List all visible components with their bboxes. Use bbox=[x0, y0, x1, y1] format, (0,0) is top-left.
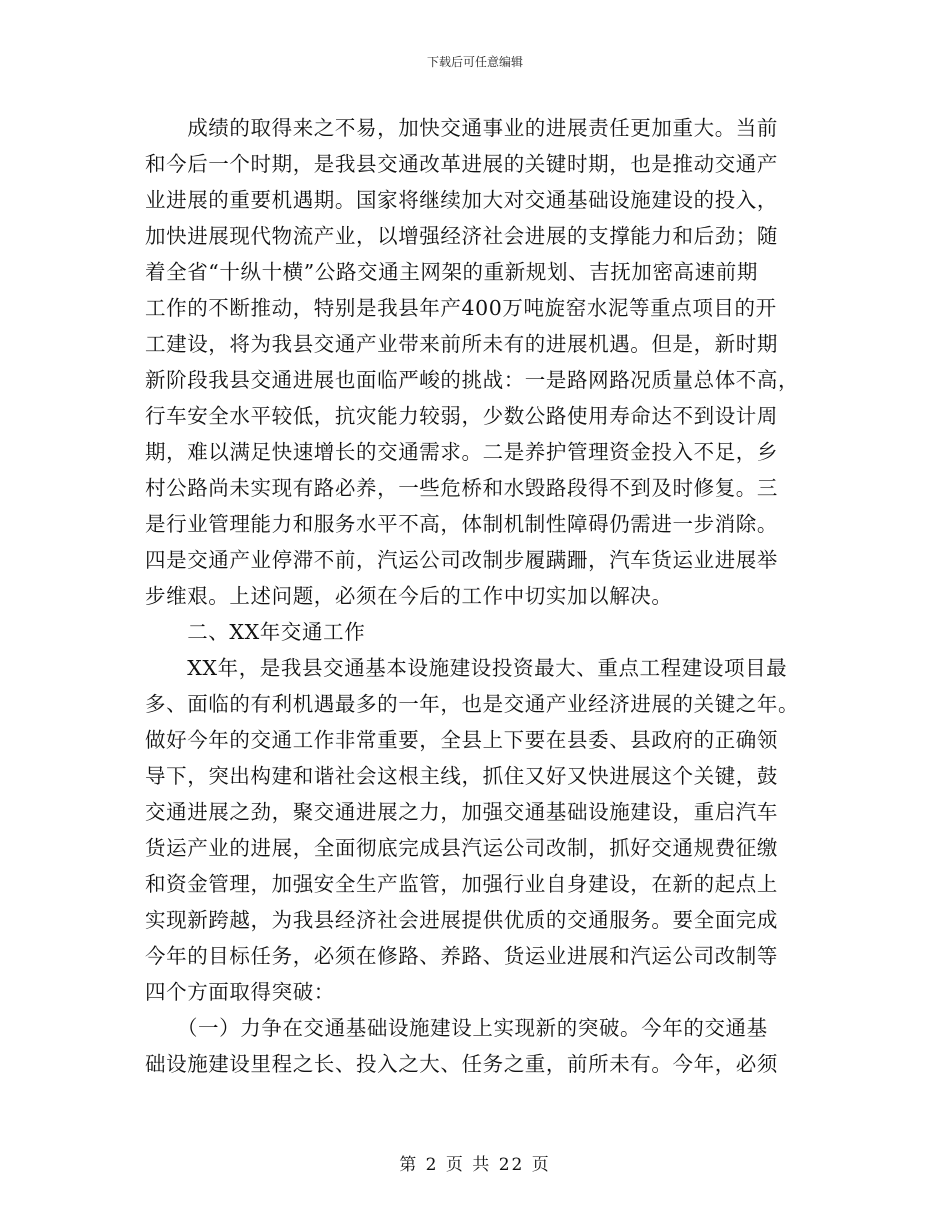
text-line: 步维艰。上述问题，必须在今后的工作中切实加以解决。 bbox=[145, 584, 673, 608]
text-line: 村公路尚未实现有路必养，一些危桥和水毁路段得不到及时修复。三 bbox=[145, 476, 778, 500]
text-line: 做好今年的交通工作非常重要，全县上下要在县委、县政府的正确领 bbox=[145, 728, 778, 752]
text-line: 是行业管理能力和服务水平不高，体制机制性障碍仍需进一步消除。 bbox=[145, 512, 778, 536]
text-line: 多、面临的有利机遇最多的一年，也是交通产业经济进展的关键之年。 bbox=[145, 692, 800, 716]
text-line: 四是交通产业停滞不前，汽运公司改制步履蹒跚，汽车货运业进展举 bbox=[145, 548, 778, 572]
text-line: 着全省“十纵十横”公路交通主网架的重新规划、吉抚加密高速前期 bbox=[145, 260, 758, 284]
text-line: 业进展的重要机遇期。国家将继续加大对交通基础设施建设的投入， bbox=[145, 188, 778, 212]
text-line: （一）力争在交通基础设施建设上实现新的突破。今年的交通基 bbox=[145, 1016, 768, 1040]
section-heading: 二、XX年交通工作 bbox=[145, 620, 366, 644]
text-line: 工建设，将为我县交通产业带来前所未有的进展机遇。但是，新时期 bbox=[145, 332, 778, 356]
text-line: 货运产业的进展，全面彻底完成县汽运公司改制，抓好交通规费征缴 bbox=[145, 836, 778, 860]
text-line: 成绩的取得来之不易，加快交通事业的进展责任更加重大。当前 bbox=[145, 116, 778, 140]
text-line: 新阶段我县交通进展也面临严峻的挑战：一是路网路况质量总体不高， bbox=[145, 368, 800, 392]
text-line: 行车安全水平较低，抗灾能力较弱，少数公路使用寿命达不到设计周 bbox=[145, 404, 778, 428]
text-line: 础设施建设里程之长、投入之大、任务之重，前所未有。今年，必须 bbox=[145, 1052, 778, 1076]
text-line: 工作的不断推动，特别是我县年产400万吨旋窑水泥等重点项目的开 bbox=[145, 296, 777, 320]
text-line: 四个方面取得突破： bbox=[145, 980, 335, 1004]
text-line: 今年的目标任务，必须在修路、养路、货运业进展和汽运公司改制等 bbox=[145, 944, 778, 968]
text-line: 和今后一个时期，是我县交通改革进展的关键时期，也是推动交通产 bbox=[145, 152, 778, 176]
text-line: 期，难以满足快速增长的交通需求。二是养护管理资金投入不足，乡 bbox=[145, 440, 778, 464]
page-header: 下载后可任意编辑 bbox=[426, 55, 523, 69]
text-line: XX年，是我县交通基本设施建设投资最大、重点工程建设项目最 bbox=[145, 656, 788, 680]
text-line: 导下，突出构建和谐社会这根主线，抓住又好又快进展这个关键，鼓 bbox=[145, 764, 778, 788]
text-line: 加快进展现代物流产业，以增强经济社会进展的支撑能力和后劲；随 bbox=[145, 224, 778, 248]
document-body bbox=[145, 110, 815, 1082]
page-number: 第 2 页 共 22 页 bbox=[399, 1155, 551, 1175]
text-line: 交通进展之劲，聚交通进展之力，加强交通基础设施建设，重启汽车 bbox=[145, 800, 778, 824]
text-line: 实现新跨越，为我县经济社会进展提供优质的交通服务。要全面完成 bbox=[145, 908, 778, 932]
text-line: 和资金管理，加强安全生产监管，加强行业自身建设，在新的起点上 bbox=[145, 872, 778, 896]
